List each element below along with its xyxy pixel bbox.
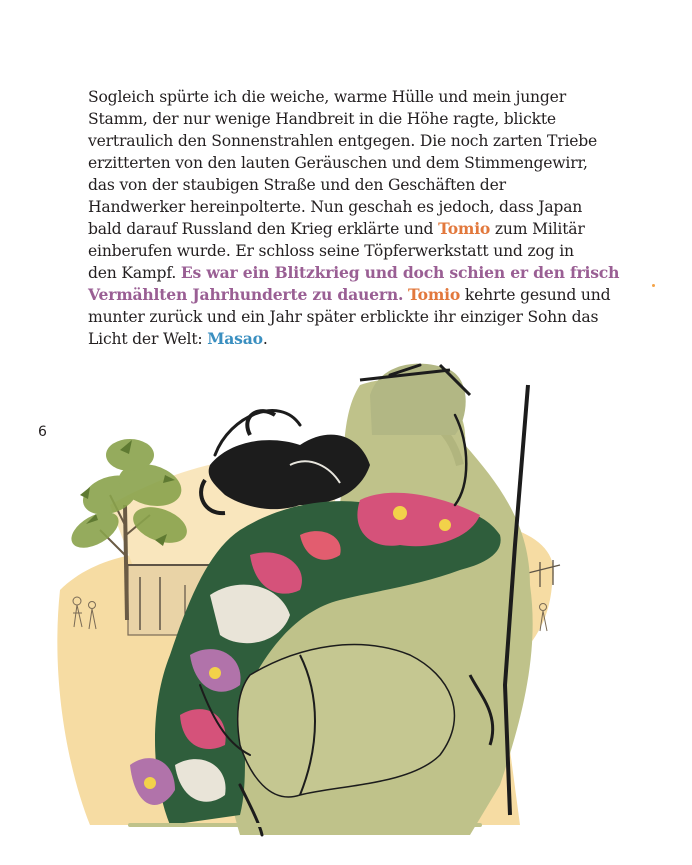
highlighted-sentence: Es war ein Blitzkrieg und doch schien er den frisch: [180, 263, 620, 282]
text-line: munter zurück und ein Jahr später erblickte ihr einziger Sohn das: [88, 308, 599, 326]
character-name-tomio: Tomio: [408, 285, 461, 304]
embracing-couple-illustration-icon: [0, 355, 692, 865]
text-line: Handwerker hereinpolterte. Nun geschah es jedoch, dass Japan: [88, 198, 583, 216]
text-line: erzitterten von den lauten Geräuschen und dem Stimmengewirr,: [88, 154, 588, 172]
decorative-dot: [652, 284, 655, 287]
character-name-tomio: Tomio: [438, 219, 491, 238]
highlighted-sentence: Vermählten Jahrhunderte zu dauern.: [88, 285, 404, 304]
text-line: Stamm, der nur wenige Handbreit in die Höhe ragte, blickte: [88, 110, 556, 128]
text-fragment: den Kampf.: [88, 264, 181, 282]
text-line: das von der staubigen Straße und den Geschäften der: [88, 176, 506, 194]
text-line: [88, 284, 648, 306]
story-paragraph: [88, 86, 648, 350]
text-fragment: bald darauf Russland den Krieg erklärte und: [88, 220, 439, 238]
text-fragment: .: [262, 330, 268, 348]
page-number: 6: [38, 424, 47, 440]
text-line: vertraulich den Sonnenstrahlen entgegen. Die noch zarten Triebe: [88, 132, 598, 150]
text-line: Sogleich spürte ich die weiche, warme Hülle und mein junger: [88, 88, 566, 106]
text-fragment: zum Militär: [490, 220, 585, 238]
text-fragment: kehrte gesund und: [460, 286, 611, 304]
text-fragment: Licht der Welt:: [88, 330, 208, 348]
text-line: einberufen wurde. Er schloss seine Töpferwerkstatt und zog in: [88, 242, 574, 260]
text-line: [88, 328, 648, 350]
character-name-masao: Masao: [207, 329, 263, 348]
text-line: [88, 218, 648, 240]
text-line: [88, 262, 648, 284]
